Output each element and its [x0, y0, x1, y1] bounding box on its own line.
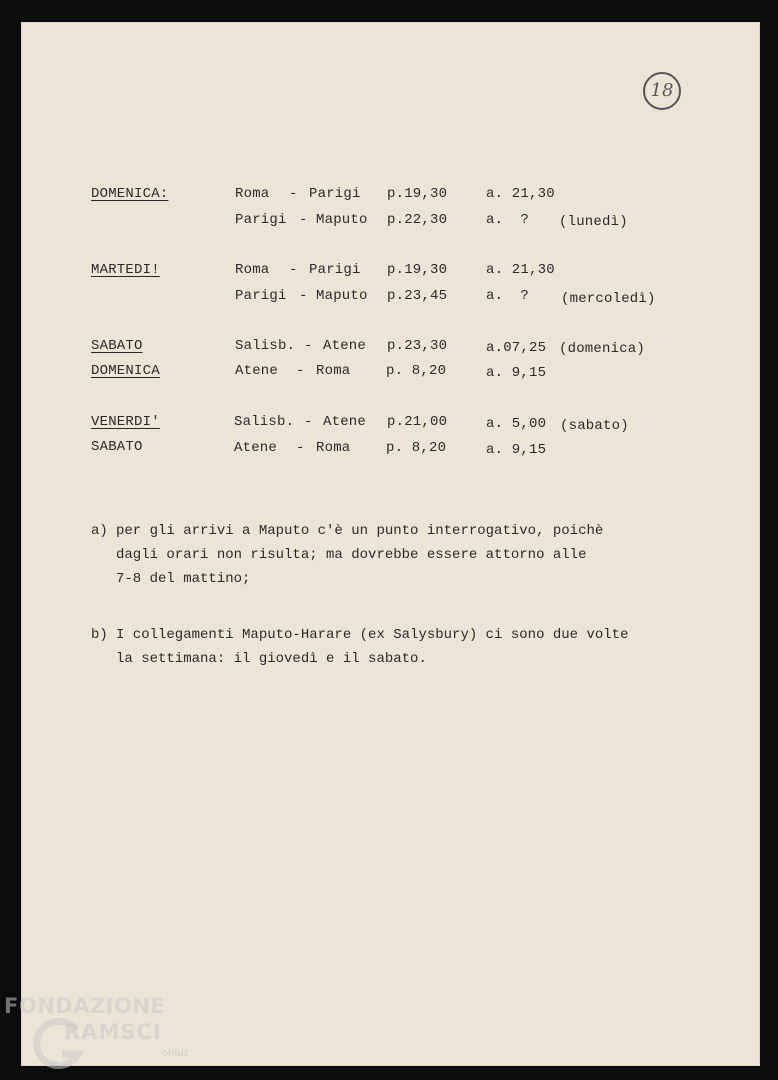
arrival-time: a. 9,15 — [486, 365, 547, 381]
route-to: Parigi — [309, 186, 361, 202]
route-from: Salisb. — [234, 414, 295, 430]
route-dash: - — [296, 440, 305, 456]
route-to: Maputo — [316, 212, 368, 228]
route-dash: - — [296, 363, 305, 379]
route-to: Maputo — [316, 288, 368, 304]
arrival-time: a. ? — [486, 212, 530, 228]
page-number: 18 — [643, 72, 681, 110]
note-line: dagli orari non risulta; ma dovrebbe essere attorno alle — [116, 547, 587, 563]
route-dash: - — [289, 262, 298, 278]
note-marker: b) — [91, 627, 108, 643]
arrival-time: a. 21,30 — [486, 186, 555, 202]
note-b — [91, 623, 711, 671]
route-dash: - — [289, 186, 298, 202]
route-to: Atene — [323, 338, 367, 354]
route-dash: - — [304, 414, 313, 430]
note-line: 7-8 del mattino; — [116, 571, 251, 587]
departure-time: p.19,30 — [387, 186, 448, 202]
note-a — [91, 519, 711, 591]
route-dash: - — [299, 212, 308, 228]
route-from: Atene — [235, 363, 279, 379]
route-to: Roma — [316, 363, 351, 379]
day-label: DOMENICA: — [91, 186, 169, 202]
route-from: Parigi — [235, 212, 287, 228]
watermark-line1: FONDAZIONE — [4, 994, 166, 1018]
route-from: Salisb. — [235, 338, 296, 354]
day-label: DOMENICA — [91, 363, 160, 379]
route-to: Parigi — [309, 262, 361, 278]
departure-time: p.19,30 — [387, 262, 448, 278]
note-marker: a) — [91, 523, 108, 539]
departure-time: p.21,00 — [387, 414, 448, 430]
departure-time: p. 8,20 — [386, 363, 447, 379]
departure-time: p.23,30 — [387, 338, 448, 354]
document-page — [21, 22, 760, 1066]
day-label: MARTEDI! — [91, 262, 160, 278]
route-from: Roma — [235, 262, 270, 278]
day-label: SABATO — [91, 338, 143, 354]
route-to: Roma — [316, 440, 351, 456]
note-line: per gli arrivi a Maputo c'è un punto interrogativo, poichè — [116, 523, 604, 539]
arrival-note: (sabato) — [560, 418, 629, 434]
arrival-time: a. ? — [486, 288, 530, 304]
arrival-time: a. 9,15 — [486, 442, 547, 458]
departure-time: p.23,45 — [387, 288, 448, 304]
route-from: Atene — [234, 440, 278, 456]
route-from: Roma — [235, 186, 270, 202]
day-label: SABATO — [91, 439, 143, 455]
arrival-note: (mercoledì) — [561, 291, 656, 307]
route-from: Parigi — [235, 288, 287, 304]
arrival-note: (lunedì) — [559, 214, 628, 230]
arrival-time: a. 5,00 — [486, 416, 547, 432]
day-label: VENERDI' — [91, 414, 160, 430]
note-line: la settimana: il giovedì e il sabato. — [116, 651, 427, 667]
departure-time: p.22,30 — [387, 212, 448, 228]
note-line: I collegamenti Maputo-Harare (ex Salysbury) ci sono due volte — [116, 627, 629, 643]
arrival-time: a. 21,30 — [486, 262, 555, 278]
watermark-line2: RAMSCI — [64, 1020, 162, 1044]
arrival-time: a.07,25 — [486, 340, 547, 356]
route-dash: - — [299, 288, 308, 304]
route-dash: - — [304, 338, 313, 354]
route-to: Atene — [323, 414, 367, 430]
arrival-note: (domenica) — [559, 341, 646, 357]
departure-time: p. 8,20 — [386, 440, 447, 456]
watermark-suffix: onlus — [162, 1048, 189, 1059]
fondazione-gramsci-watermark — [4, 994, 204, 1074]
